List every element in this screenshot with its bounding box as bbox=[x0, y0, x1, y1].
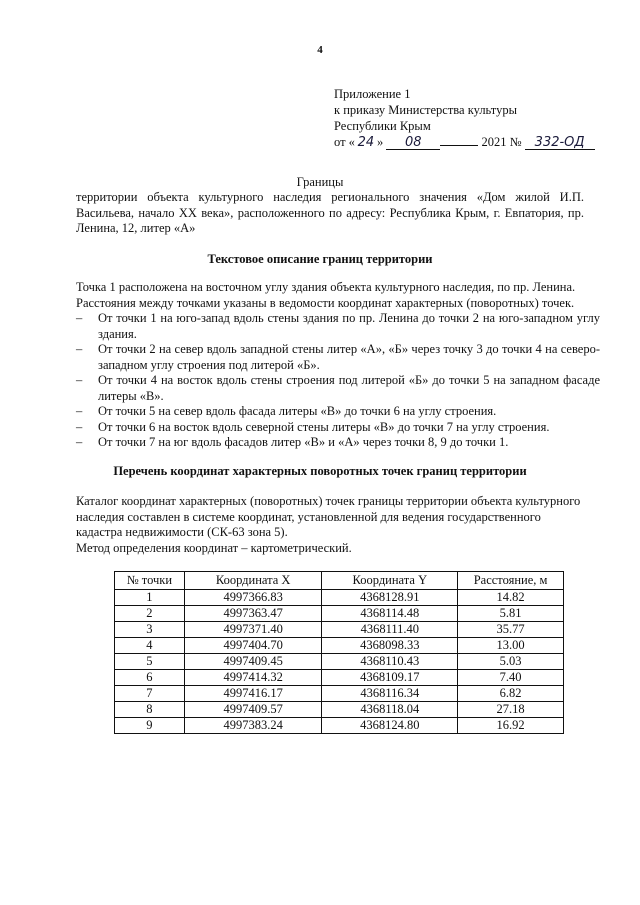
table-header-row bbox=[115, 572, 564, 590]
table-row: 5 4997409.45 4368110.43 5.03 bbox=[115, 654, 564, 670]
list-item: – От точки 6 на восток вдоль северной стены литеры «В» до точки 7 на углу строения. bbox=[76, 419, 550, 434]
appendix-line-3: Республики Крым bbox=[334, 119, 431, 133]
document-title: Границы bbox=[296, 175, 344, 189]
intro-line-2: Расстояния между точками указаны в ведомости координат характерных (поворотных) точек. bbox=[76, 295, 575, 310]
catalog-line-3: кадастра недвижимости (СК-63 зона 5). bbox=[76, 525, 288, 539]
handwritten-month: 08 bbox=[386, 136, 440, 150]
list-item: – От точки 4 на восток вдоль стены строения под литерой «Б» до точки 5 на западном фасаде литеры «В». bbox=[76, 373, 600, 403]
list-item: – От точки 2 на север вдоль западной стены литер «А», «Б» через точку 3 до точки 4 на северо-западном углу строения под литерой «Б». bbox=[76, 342, 600, 372]
date-year: 2021 № bbox=[481, 135, 522, 149]
coords-section-text bbox=[76, 494, 600, 556]
table-row: 3 4997371.40 4368111.40 35.77 bbox=[115, 622, 564, 638]
appendix-block bbox=[334, 86, 595, 150]
table-row: 9 4997383.24 4368124.80 16.92 bbox=[115, 718, 564, 734]
appendix-line-2: к приказу Министерства культуры bbox=[334, 103, 517, 117]
dash-marker: – bbox=[76, 419, 83, 434]
page-number: 4 bbox=[317, 44, 323, 56]
list-item: – От точки 1 на юго-запад вдоль стены здания по пр. Ленина до точки 2 на юго-западном углу здания. bbox=[76, 311, 600, 341]
date-prefix: от « bbox=[334, 135, 355, 149]
document-subtitle: территории объекта культурного наследия регионального значения «Дом жилой И.П. Васильева, начало XX века», расположенного по адресу: Республика Крым, г. Евпатория, пр. Ленина, 12, литер «А» bbox=[76, 190, 584, 235]
intro-line-1: Точка 1 расположена на восточном углу здания объекта культурного наследия, по пр. Ленина. bbox=[76, 280, 576, 294]
header-coord-x: Координата X bbox=[184, 572, 322, 590]
header-point-number: № точки bbox=[115, 572, 185, 590]
dash-marker: – bbox=[76, 311, 83, 325]
appendix-date-line bbox=[334, 134, 595, 150]
dash-marker: – bbox=[76, 373, 83, 387]
text-section-intro bbox=[76, 280, 600, 311]
method-line: Метод определения координат – картометрический. bbox=[76, 540, 352, 555]
list-item: – От точки 7 на юг вдоль фасадов литер «В» и «А» через точки 8, 9 до точки 1. bbox=[76, 435, 509, 449]
table-row: 8 4997409.57 4368118.04 27.18 bbox=[115, 702, 564, 718]
table-row: 7 4997416.17 4368116.34 6.82 bbox=[115, 686, 564, 702]
list-item: – От точки 5 на север вдоль фасада литеры «В» до точки 6 на углу строения. bbox=[76, 404, 497, 418]
handwritten-order-number: 332-ОД bbox=[525, 136, 595, 150]
dash-marker: – bbox=[76, 435, 83, 449]
handwritten-day: 24 bbox=[357, 135, 375, 150]
dash-marker: – bbox=[76, 342, 83, 356]
appendix-line-1: Приложение 1 bbox=[334, 87, 411, 101]
table-row: 2 4997363.47 4368114.48 5.81 bbox=[115, 606, 564, 622]
date-day-close: » bbox=[376, 135, 384, 149]
text-section-heading: Текстовое описание границ территории bbox=[207, 252, 433, 266]
date-underline bbox=[440, 134, 478, 146]
coordinates-table bbox=[114, 571, 564, 734]
catalog-line-2: наследия составлен в системе координат, установленной для ведения государственного bbox=[76, 509, 541, 524]
header-coord-y: Координата Y bbox=[322, 572, 458, 590]
boundary-description-list bbox=[76, 311, 600, 451]
dash-marker: – bbox=[76, 404, 83, 418]
header-distance: Расстояние, м bbox=[458, 572, 564, 590]
table-row: 6 4997414.32 4368109.17 7.40 bbox=[115, 670, 564, 686]
table-row: 1 4997366.83 4368128.91 14.82 bbox=[115, 590, 564, 606]
table-row: 4 4997404.70 4368098.33 13.00 bbox=[115, 638, 564, 654]
coords-section-heading: Перечень координат характерных поворотных точек границ территории bbox=[113, 464, 527, 478]
catalog-line-1: Каталог координат характерных (поворотных) точек границы территории объекта культурного bbox=[76, 494, 581, 508]
